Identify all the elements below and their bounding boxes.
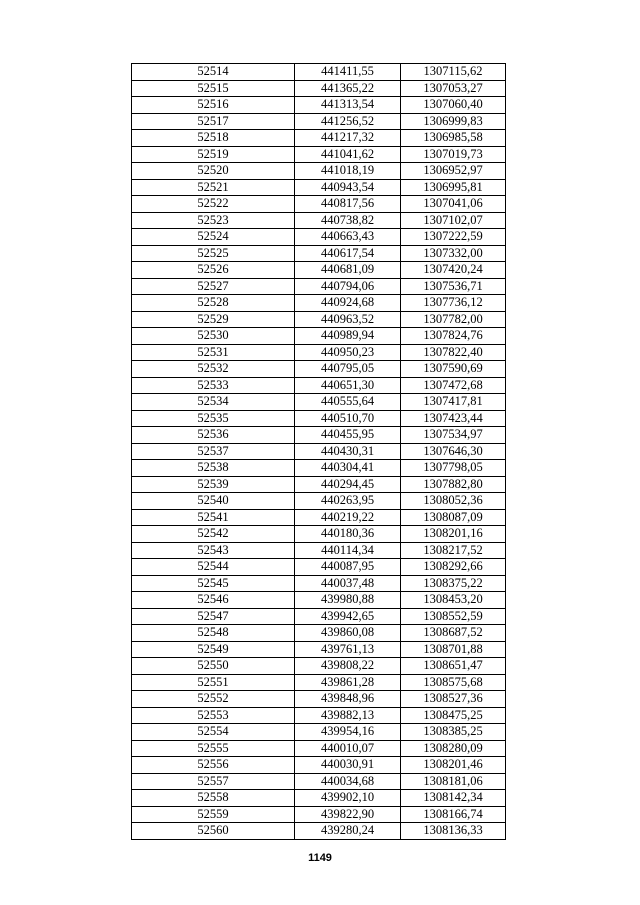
x-coordinate-cell: 440304,41 bbox=[295, 460, 401, 477]
point-number-cell: 52551 bbox=[132, 674, 295, 691]
x-coordinate-cell: 440114,34 bbox=[295, 542, 401, 559]
table-row bbox=[132, 526, 506, 543]
point-number-cell: 52531 bbox=[132, 344, 295, 361]
y-coordinate-cell: 1307019,73 bbox=[401, 146, 506, 163]
x-coordinate-cell: 440087,95 bbox=[295, 559, 401, 576]
x-coordinate-cell: 440738,82 bbox=[295, 212, 401, 229]
x-coordinate-cell: 440430,31 bbox=[295, 443, 401, 460]
x-coordinate-cell: 440943,54 bbox=[295, 179, 401, 196]
point-number-cell: 52543 bbox=[132, 542, 295, 559]
coordinates-table-body bbox=[132, 64, 506, 840]
table-row bbox=[132, 262, 506, 279]
point-number-cell: 52553 bbox=[132, 707, 295, 724]
x-coordinate-cell: 440010,07 bbox=[295, 740, 401, 757]
point-number-cell: 52523 bbox=[132, 212, 295, 229]
y-coordinate-cell: 1307798,05 bbox=[401, 460, 506, 477]
point-number-cell: 52556 bbox=[132, 757, 295, 774]
table-row bbox=[132, 658, 506, 675]
y-coordinate-cell: 1308052,36 bbox=[401, 493, 506, 510]
x-coordinate-cell: 439882,13 bbox=[295, 707, 401, 724]
point-number-cell: 52537 bbox=[132, 443, 295, 460]
table-row bbox=[132, 245, 506, 262]
table-row bbox=[132, 295, 506, 312]
point-number-cell: 52547 bbox=[132, 608, 295, 625]
table-row bbox=[132, 806, 506, 823]
table-row bbox=[132, 493, 506, 510]
table-row bbox=[132, 542, 506, 559]
table-row bbox=[132, 707, 506, 724]
y-coordinate-cell: 1308687,52 bbox=[401, 625, 506, 642]
point-number-cell: 52549 bbox=[132, 641, 295, 658]
point-number-cell: 52521 bbox=[132, 179, 295, 196]
y-coordinate-cell: 1308201,46 bbox=[401, 757, 506, 774]
point-number-cell: 52526 bbox=[132, 262, 295, 279]
table-row bbox=[132, 625, 506, 642]
y-coordinate-cell: 1307536,71 bbox=[401, 278, 506, 295]
y-coordinate-cell: 1307882,80 bbox=[401, 476, 506, 493]
x-coordinate-cell: 439860,08 bbox=[295, 625, 401, 642]
point-number-cell: 52559 bbox=[132, 806, 295, 823]
x-coordinate-cell: 441041,62 bbox=[295, 146, 401, 163]
point-number-cell: 52540 bbox=[132, 493, 295, 510]
y-coordinate-cell: 1307646,30 bbox=[401, 443, 506, 460]
point-number-cell: 52515 bbox=[132, 80, 295, 97]
table-row bbox=[132, 757, 506, 774]
x-coordinate-cell: 440263,95 bbox=[295, 493, 401, 510]
x-coordinate-cell: 440455,95 bbox=[295, 427, 401, 444]
x-coordinate-cell: 439954,16 bbox=[295, 724, 401, 741]
table-row bbox=[132, 113, 506, 130]
x-coordinate-cell: 440989,94 bbox=[295, 328, 401, 345]
table-row bbox=[132, 773, 506, 790]
point-number-cell: 52516 bbox=[132, 97, 295, 114]
x-coordinate-cell: 440510,70 bbox=[295, 410, 401, 427]
x-coordinate-cell: 439280,24 bbox=[295, 823, 401, 840]
point-number-cell: 52560 bbox=[132, 823, 295, 840]
point-number-cell: 52546 bbox=[132, 592, 295, 609]
x-coordinate-cell: 441365,22 bbox=[295, 80, 401, 97]
point-number-cell: 52534 bbox=[132, 394, 295, 411]
x-coordinate-cell: 440963,52 bbox=[295, 311, 401, 328]
x-coordinate-cell: 439861,28 bbox=[295, 674, 401, 691]
y-coordinate-cell: 1307824,76 bbox=[401, 328, 506, 345]
point-number-cell: 52514 bbox=[132, 64, 295, 81]
y-coordinate-cell: 1307222,59 bbox=[401, 229, 506, 246]
x-coordinate-cell: 440219,22 bbox=[295, 509, 401, 526]
x-coordinate-cell: 439822,90 bbox=[295, 806, 401, 823]
table-row bbox=[132, 361, 506, 378]
y-coordinate-cell: 1308527,36 bbox=[401, 691, 506, 708]
point-number-cell: 52519 bbox=[132, 146, 295, 163]
point-number-cell: 52524 bbox=[132, 229, 295, 246]
x-coordinate-cell: 440180,36 bbox=[295, 526, 401, 543]
y-coordinate-cell: 1307102,07 bbox=[401, 212, 506, 229]
coordinates-table bbox=[131, 63, 506, 840]
y-coordinate-cell: 1308475,25 bbox=[401, 707, 506, 724]
x-coordinate-cell: 440294,45 bbox=[295, 476, 401, 493]
y-coordinate-cell: 1307590,69 bbox=[401, 361, 506, 378]
point-number-cell: 52539 bbox=[132, 476, 295, 493]
x-coordinate-cell: 441217,32 bbox=[295, 130, 401, 147]
point-number-cell: 52517 bbox=[132, 113, 295, 130]
table-row bbox=[132, 641, 506, 658]
point-number-cell: 52535 bbox=[132, 410, 295, 427]
y-coordinate-cell: 1307332,00 bbox=[401, 245, 506, 262]
y-coordinate-cell: 1307736,12 bbox=[401, 295, 506, 312]
y-coordinate-cell: 1308385,25 bbox=[401, 724, 506, 741]
table-row bbox=[132, 64, 506, 81]
point-number-cell: 52529 bbox=[132, 311, 295, 328]
table-row bbox=[132, 179, 506, 196]
table-row bbox=[132, 691, 506, 708]
x-coordinate-cell: 439848,96 bbox=[295, 691, 401, 708]
y-coordinate-cell: 1308280,09 bbox=[401, 740, 506, 757]
y-coordinate-cell: 1307041,06 bbox=[401, 196, 506, 213]
table-row bbox=[132, 476, 506, 493]
y-coordinate-cell: 1307115,62 bbox=[401, 64, 506, 81]
table-row bbox=[132, 328, 506, 345]
table-row bbox=[132, 592, 506, 609]
point-number-cell: 52545 bbox=[132, 575, 295, 592]
x-coordinate-cell: 439980,88 bbox=[295, 592, 401, 609]
y-coordinate-cell: 1308375,22 bbox=[401, 575, 506, 592]
x-coordinate-cell: 439942,65 bbox=[295, 608, 401, 625]
x-coordinate-cell: 440663,43 bbox=[295, 229, 401, 246]
y-coordinate-cell: 1308651,47 bbox=[401, 658, 506, 675]
table-row bbox=[132, 196, 506, 213]
table-row bbox=[132, 146, 506, 163]
y-coordinate-cell: 1308181,06 bbox=[401, 773, 506, 790]
x-coordinate-cell: 440817,56 bbox=[295, 196, 401, 213]
table-row bbox=[132, 394, 506, 411]
table-row bbox=[132, 740, 506, 757]
y-coordinate-cell: 1307060,40 bbox=[401, 97, 506, 114]
y-coordinate-cell: 1308575,68 bbox=[401, 674, 506, 691]
y-coordinate-cell: 1308217,52 bbox=[401, 542, 506, 559]
point-number-cell: 52548 bbox=[132, 625, 295, 642]
x-coordinate-cell: 441018,19 bbox=[295, 163, 401, 180]
y-coordinate-cell: 1308087,09 bbox=[401, 509, 506, 526]
x-coordinate-cell: 439902,10 bbox=[295, 790, 401, 807]
point-number-cell: 52558 bbox=[132, 790, 295, 807]
table-row bbox=[132, 130, 506, 147]
y-coordinate-cell: 1307423,44 bbox=[401, 410, 506, 427]
point-number-cell: 52557 bbox=[132, 773, 295, 790]
y-coordinate-cell: 1306952,97 bbox=[401, 163, 506, 180]
point-number-cell: 52555 bbox=[132, 740, 295, 757]
table-row bbox=[132, 278, 506, 295]
x-coordinate-cell: 440924,68 bbox=[295, 295, 401, 312]
point-number-cell: 52538 bbox=[132, 460, 295, 477]
x-coordinate-cell: 440681,09 bbox=[295, 262, 401, 279]
y-coordinate-cell: 1306999,83 bbox=[401, 113, 506, 130]
point-number-cell: 52541 bbox=[132, 509, 295, 526]
table-row bbox=[132, 410, 506, 427]
x-coordinate-cell: 441411,55 bbox=[295, 64, 401, 81]
y-coordinate-cell: 1308136,33 bbox=[401, 823, 506, 840]
y-coordinate-cell: 1307782,00 bbox=[401, 311, 506, 328]
point-number-cell: 52520 bbox=[132, 163, 295, 180]
y-coordinate-cell: 1308166,74 bbox=[401, 806, 506, 823]
point-number-cell: 52518 bbox=[132, 130, 295, 147]
x-coordinate-cell: 441313,54 bbox=[295, 97, 401, 114]
x-coordinate-cell: 440950,23 bbox=[295, 344, 401, 361]
y-coordinate-cell: 1307417,81 bbox=[401, 394, 506, 411]
y-coordinate-cell: 1308201,16 bbox=[401, 526, 506, 543]
point-number-cell: 52528 bbox=[132, 295, 295, 312]
y-coordinate-cell: 1308142,34 bbox=[401, 790, 506, 807]
point-number-cell: 52536 bbox=[132, 427, 295, 444]
x-coordinate-cell: 439808,22 bbox=[295, 658, 401, 675]
x-coordinate-cell: 440555,64 bbox=[295, 394, 401, 411]
table-row bbox=[132, 212, 506, 229]
y-coordinate-cell: 1307472,68 bbox=[401, 377, 506, 394]
table-row bbox=[132, 163, 506, 180]
y-coordinate-cell: 1307420,24 bbox=[401, 262, 506, 279]
x-coordinate-cell: 440034,68 bbox=[295, 773, 401, 790]
point-number-cell: 52525 bbox=[132, 245, 295, 262]
table-row bbox=[132, 608, 506, 625]
y-coordinate-cell: 1308292,66 bbox=[401, 559, 506, 576]
table-row bbox=[132, 674, 506, 691]
point-number-cell: 52554 bbox=[132, 724, 295, 741]
table-row bbox=[132, 509, 506, 526]
y-coordinate-cell: 1307822,40 bbox=[401, 344, 506, 361]
x-coordinate-cell: 440795,05 bbox=[295, 361, 401, 378]
table-row bbox=[132, 344, 506, 361]
x-coordinate-cell: 440794,06 bbox=[295, 278, 401, 295]
point-number-cell: 52552 bbox=[132, 691, 295, 708]
x-coordinate-cell: 441256,52 bbox=[295, 113, 401, 130]
y-coordinate-cell: 1308453,20 bbox=[401, 592, 506, 609]
table-row bbox=[132, 460, 506, 477]
point-number-cell: 52532 bbox=[132, 361, 295, 378]
y-coordinate-cell: 1307053,27 bbox=[401, 80, 506, 97]
page-number: 1149 bbox=[308, 852, 332, 864]
table-row bbox=[132, 427, 506, 444]
table-row bbox=[132, 443, 506, 460]
table-row bbox=[132, 97, 506, 114]
x-coordinate-cell: 440651,30 bbox=[295, 377, 401, 394]
y-coordinate-cell: 1308701,88 bbox=[401, 641, 506, 658]
table-row bbox=[132, 229, 506, 246]
point-number-cell: 52530 bbox=[132, 328, 295, 345]
x-coordinate-cell: 440617,54 bbox=[295, 245, 401, 262]
y-coordinate-cell: 1306985,58 bbox=[401, 130, 506, 147]
y-coordinate-cell: 1306995,81 bbox=[401, 179, 506, 196]
table-row bbox=[132, 724, 506, 741]
point-number-cell: 52550 bbox=[132, 658, 295, 675]
y-coordinate-cell: 1307534,97 bbox=[401, 427, 506, 444]
point-number-cell: 52522 bbox=[132, 196, 295, 213]
point-number-cell: 52527 bbox=[132, 278, 295, 295]
table-row bbox=[132, 80, 506, 97]
table-row bbox=[132, 575, 506, 592]
table-row bbox=[132, 823, 506, 840]
y-coordinate-cell: 1308552,59 bbox=[401, 608, 506, 625]
point-number-cell: 52542 bbox=[132, 526, 295, 543]
point-number-cell: 52544 bbox=[132, 559, 295, 576]
table-row bbox=[132, 790, 506, 807]
table-row bbox=[132, 311, 506, 328]
x-coordinate-cell: 440030,91 bbox=[295, 757, 401, 774]
x-coordinate-cell: 439761,13 bbox=[295, 641, 401, 658]
table-row bbox=[132, 377, 506, 394]
table-row bbox=[132, 559, 506, 576]
x-coordinate-cell: 440037,48 bbox=[295, 575, 401, 592]
point-number-cell: 52533 bbox=[132, 377, 295, 394]
